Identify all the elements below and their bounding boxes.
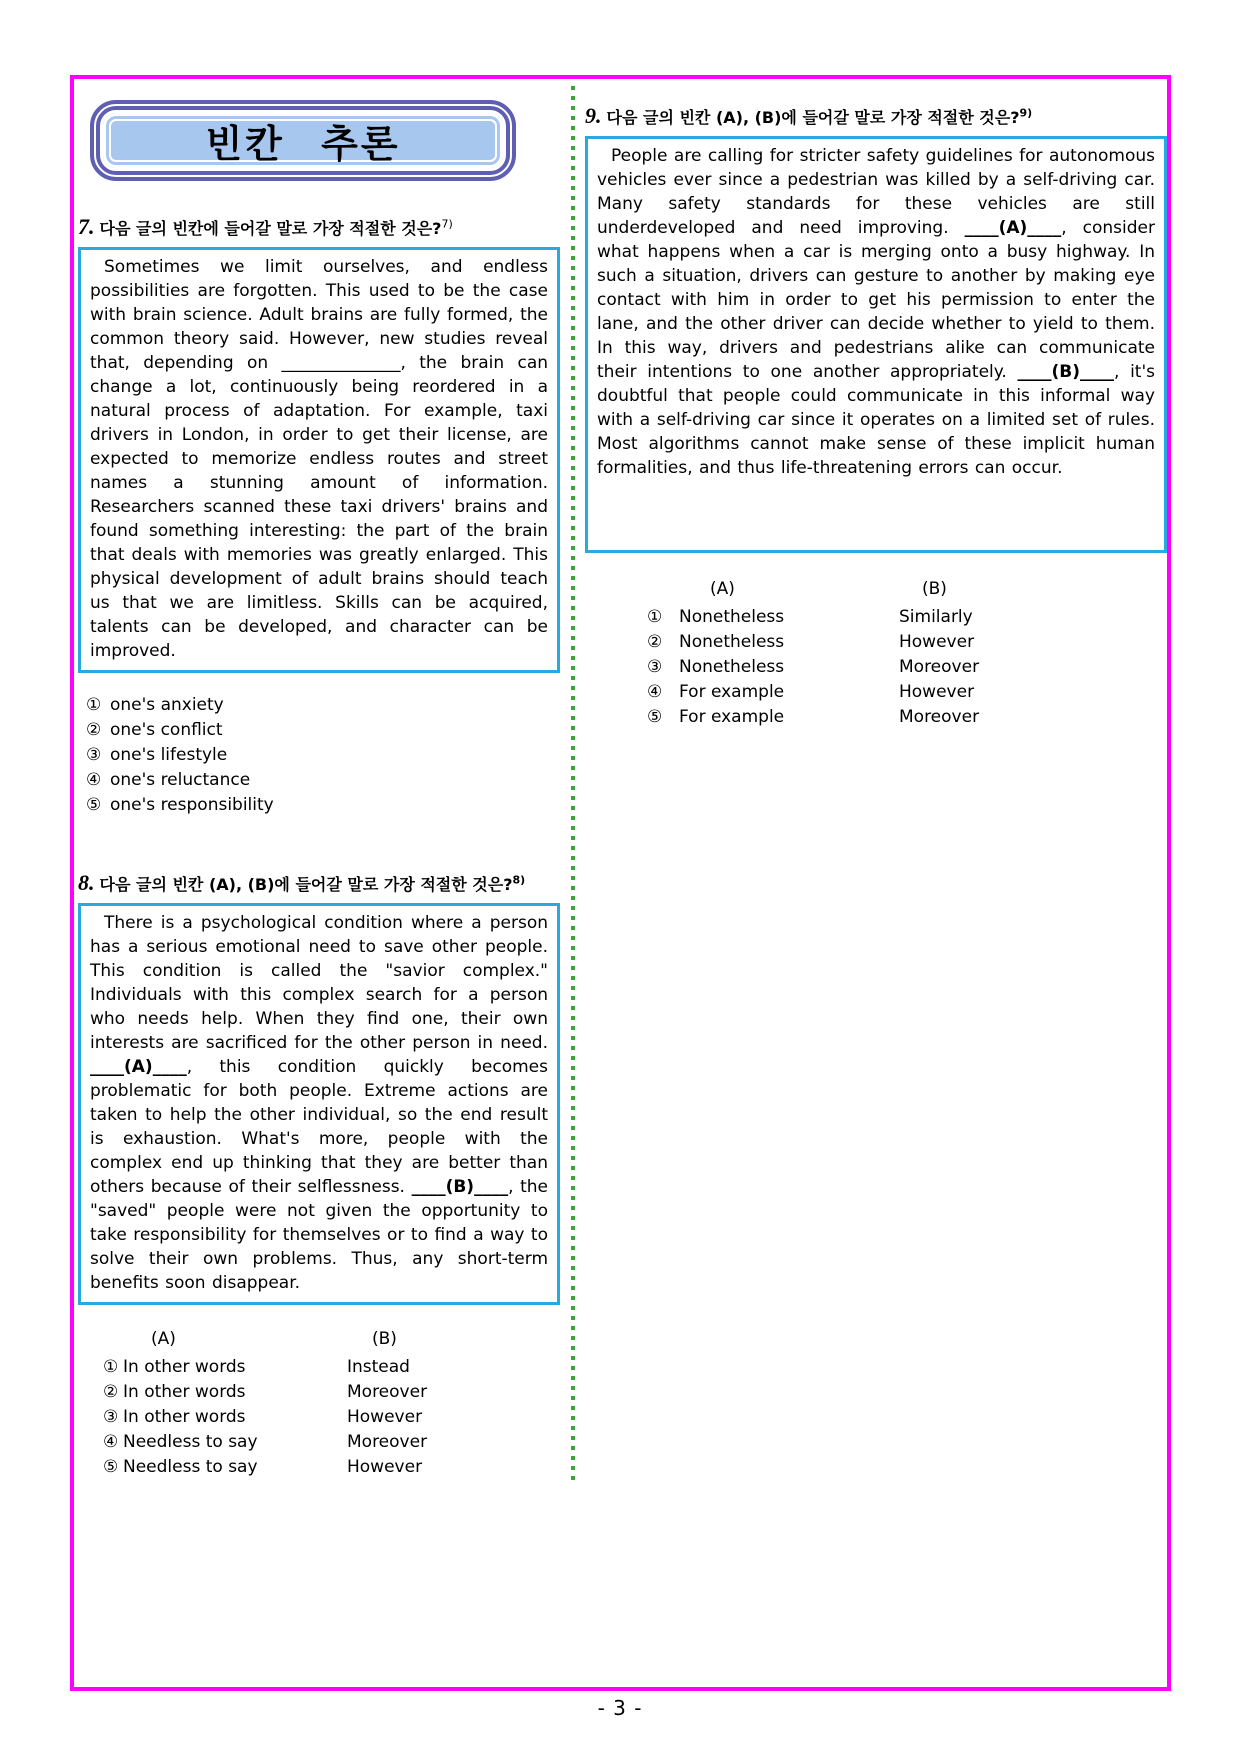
option-b-text: However bbox=[899, 682, 975, 702]
option-number: ① bbox=[647, 607, 663, 627]
page-number: - 3 - bbox=[597, 1696, 643, 1720]
option-item bbox=[78, 768, 562, 793]
right-column bbox=[585, 100, 1167, 730]
option-number: ① bbox=[86, 695, 102, 715]
option-b-text: However bbox=[899, 632, 975, 652]
question-7-number: 7. bbox=[78, 214, 95, 239]
option-item bbox=[585, 605, 1167, 630]
question-9-header bbox=[585, 103, 1167, 129]
option-text: one's lifestyle bbox=[110, 745, 228, 765]
question-7-header bbox=[78, 214, 562, 240]
question-9-options bbox=[585, 579, 1167, 730]
option-text: one's anxiety bbox=[110, 695, 224, 715]
option-b-text: However bbox=[347, 1407, 423, 1427]
question-8-number: 8. bbox=[78, 870, 95, 895]
option-number: ② bbox=[86, 720, 102, 740]
option-b-text: Moreover bbox=[899, 707, 980, 727]
option-number: ⑤ bbox=[103, 1457, 119, 1477]
title-banner bbox=[90, 100, 516, 181]
question-8-passage-box bbox=[78, 903, 560, 1305]
option-item bbox=[585, 705, 1167, 730]
question-9-number: 9. bbox=[585, 103, 602, 128]
option-a-text: In other words bbox=[123, 1357, 246, 1377]
option-item bbox=[78, 693, 562, 718]
option-text: one's reluctance bbox=[110, 770, 251, 790]
option-item bbox=[585, 680, 1167, 705]
option-number: ④ bbox=[647, 682, 663, 702]
blank-b: ____(B)____ bbox=[1017, 362, 1114, 382]
column-header-b: (B) bbox=[922, 579, 947, 599]
left-column bbox=[78, 100, 562, 1480]
question-7-prompt: 다음 글의 빈칸에 들어갈 말로 가장 적절한 것은? bbox=[99, 219, 442, 238]
option-a-text: Nonetheless bbox=[679, 632, 785, 652]
question-8-prompt: 다음 글의 빈칸 (A), (B)에 들어갈 말로 가장 적절한 것은? bbox=[99, 875, 513, 894]
option-a-text: In other words bbox=[123, 1407, 246, 1427]
blank-underline: ______________ bbox=[281, 353, 401, 373]
option-number: ① bbox=[103, 1357, 119, 1377]
option-text: one's responsibility bbox=[110, 795, 274, 815]
question-9-footnote: 9) bbox=[1019, 106, 1033, 120]
option-b-text: Moreover bbox=[899, 657, 980, 677]
option-a-text: Nonetheless bbox=[679, 657, 785, 677]
option-b-text: Moreover bbox=[347, 1432, 428, 1452]
option-number: ⑤ bbox=[86, 795, 102, 815]
option-b-text: However bbox=[347, 1457, 423, 1477]
option-item bbox=[78, 743, 562, 768]
option-item bbox=[78, 793, 562, 818]
option-number: ④ bbox=[103, 1432, 119, 1452]
option-number: ③ bbox=[86, 745, 102, 765]
option-item bbox=[78, 1355, 562, 1380]
question-7-footnote: 7) bbox=[441, 217, 453, 231]
column-divider bbox=[571, 86, 575, 1486]
column-header-a: (A) bbox=[151, 1329, 176, 1349]
question-8-footnote: 8) bbox=[512, 873, 526, 887]
question-8-options bbox=[78, 1329, 562, 1480]
option-b-text: Similarly bbox=[899, 607, 973, 627]
option-item bbox=[78, 718, 562, 743]
option-a-text: In other words bbox=[123, 1382, 246, 1402]
option-number: ⑤ bbox=[647, 707, 663, 727]
blank-a: ____(A)____ bbox=[964, 218, 1062, 238]
question-7-passage-box bbox=[78, 247, 560, 673]
option-item bbox=[78, 1455, 562, 1480]
option-number: ③ bbox=[647, 657, 663, 677]
page-title: 빈칸 추론 bbox=[205, 122, 401, 166]
column-header-a: (A) bbox=[710, 579, 735, 599]
question-8-header bbox=[78, 870, 562, 896]
option-item bbox=[78, 1405, 562, 1430]
question-7-options bbox=[78, 693, 562, 818]
option-a-text: For example bbox=[679, 682, 785, 702]
option-a-text: Needless to say bbox=[123, 1432, 258, 1452]
option-number: ④ bbox=[86, 770, 102, 790]
option-number: ③ bbox=[103, 1407, 119, 1427]
question-8-passage: There is a psychological condition where a person has a serious emotional need to save other people. This condition is called the "savior complex." Individuals with this complex search for a person who needs help. When they find one, their own interests are sacrificed for the other person in need. ____(A)____, this condition quickly becomes problematic for both people. Extreme actions are taken to help the other individual, so the end result is exhaustion. What's more, people with the complex end up thinking that they are better than others because of their selflessness. ____(B)____, the "saved" people were not given the opportunity to take responsibility for themselves or to find a way to solve their own problems. Thus, any short-term benefits soon disappear. bbox=[90, 913, 548, 1293]
option-number: ② bbox=[647, 632, 663, 652]
option-column-headers bbox=[585, 579, 1167, 605]
option-b-text: Instead bbox=[347, 1357, 410, 1377]
question-9-passage: People are calling for stricter safety guidelines for autonomous vehicles ever since a pedestrian was killed by a self-driving car. Many safety standards for these vehicles are still underdeveloped and need improving. ____(A)____, consider what happens when a car is merging onto a busy highway. In such a situation, drivers can gesture to another by making eye contact with him in order to get his permission to enter the lane, and the other driver can decide whether to yield to them. In this way, drivers and pedestrians alike can communicate their intentions to one another appropriately. ____(B)____, it's doubtful that people could communicate in this informal way with a self-driving car since it operates on a limited set of rules. Most algorithms cannot make sense of these implicit human formalities, and thus life-threatening errors can occur. bbox=[597, 146, 1155, 478]
page-border bbox=[70, 75, 1171, 1691]
blank-a: ____(A)____ bbox=[90, 1057, 187, 1077]
option-item bbox=[78, 1430, 562, 1455]
option-item bbox=[78, 1380, 562, 1405]
question-9-prompt: 다음 글의 빈칸 (A), (B)에 들어갈 말로 가장 적절한 것은? bbox=[606, 108, 1020, 127]
question-7-passage: Sometimes we limit ourselves, and endless possibilities are forgotten. This used to be the case with brain science. Adult brains are fully formed, the common theory said. However, new studies reveal that, depending on ______________, the brain can change a lot, continuously being reordered in a natural process of adaptation. For example, taxi drivers in London, in order to get their license, are expected to memorize endless routes and street names a stunning amount of information. Researchers scanned these taxi drivers' brains and found something interesting: the part of the brain that deals with memories was greatly enlarged. This physical development of adult brains should teach us that we are limitless. Skills can be acquired, talents can be developed, and character can be improved. bbox=[90, 257, 549, 661]
option-a-text: Needless to say bbox=[123, 1457, 258, 1477]
option-text: one's conflict bbox=[110, 720, 223, 740]
option-number: ② bbox=[103, 1382, 119, 1402]
option-a-text: Nonetheless bbox=[679, 607, 785, 627]
option-column-headers bbox=[78, 1329, 562, 1355]
option-item bbox=[585, 655, 1167, 680]
option-b-text: Moreover bbox=[347, 1382, 428, 1402]
option-a-text: For example bbox=[679, 707, 785, 727]
option-item bbox=[585, 630, 1167, 655]
blank-b: ____(B)____ bbox=[411, 1177, 509, 1197]
page-columns bbox=[74, 79, 1167, 1687]
question-9-passage-box bbox=[585, 136, 1167, 553]
column-header-b: (B) bbox=[372, 1329, 397, 1349]
